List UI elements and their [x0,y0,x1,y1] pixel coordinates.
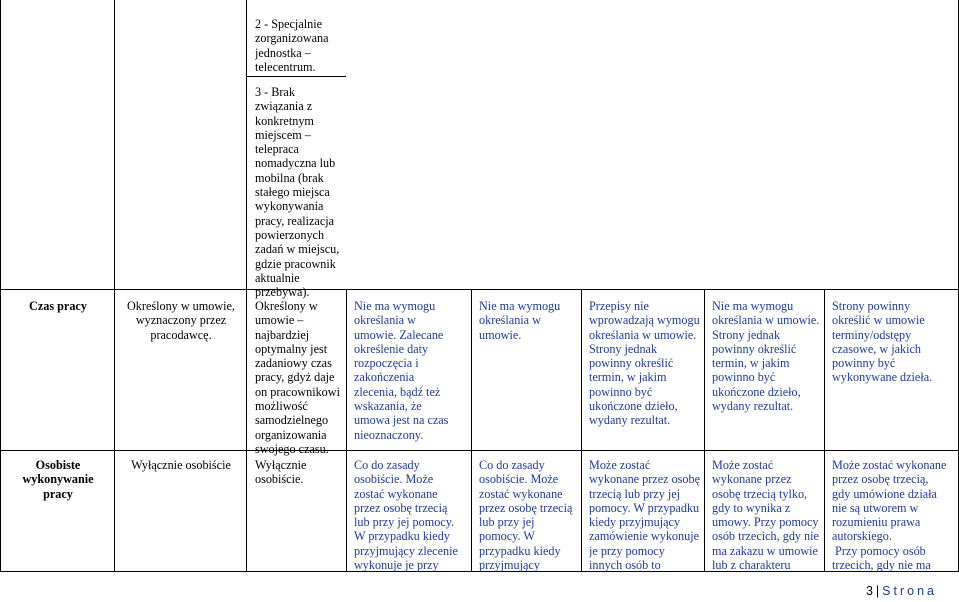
cell-working-time-col1: Określony w umowie, wyznaczony przez pracodawcę. [127,299,235,342]
row-header-personal-performance: Osobiste wykonywanie pracy [22,458,94,501]
cell-working-time-col5: Przepisy nie wprowadzają wymogu określania w umowie. Strony jednak powinny określić termin, w jakim powinno być ukończone dzieło, wydany rezultat. [589,299,700,428]
table-divider [471,289,472,572]
cell-working-time-col3: Nie ma wymogu określania w umowie. Zalecane określenie daty rozpoczęcia i zakończenia zlecenia, bądź też wskazania, że umowa jest na czas nieoznaczony. [354,299,449,442]
cell-personal-performance-col4: Co do zasady osobiście. Może zostać wykonane przez osobę trzecią lub przy jej pomocy. W przypadku kiedy przyjmujący [479,458,573,573]
page-number: 3 [865,584,873,598]
page-footer [866,584,937,598]
table-divider [246,0,247,572]
cell-personal-performance-col6: Może zostać wykonane przez osobę trzecią tylko, gdy to wynika z umowy. Przy pomocy osób trzecich, gdy nie ma zakazu w umowie lub z charakteru [712,458,819,573]
cell-personal-performance-col7: Może zostać wykonane przez osobę trzecią, gdy umówione działa nie są utworem w rozumieniu prawa autorskiego. Przy pomocy osób trzecich, gdy nie ma [832,458,947,573]
cell-working-time-col6: Nie ma wymogu określania w umowie. Strony jednak powinny określić termin, w jakim powinno być ukończone dzieło, wydany rezultat. [712,299,820,414]
footer-separator: | [875,584,880,598]
table-divider [824,289,825,572]
table-divider [704,289,705,572]
table-divider [581,289,582,572]
cell-telework-location-2: 2 - Specjalnie zorganizowana jednostka – telecentrum. [255,17,329,74]
cell-personal-performance-col5: Może zostać wykonane przez osobę trzecią lub przy jej pomocy. W przypadku kiedy przyjmujący zamówienie wykonuje je przy pomocy innych osób to [589,458,700,573]
cell-personal-performance-col2: Wyłącznie osobiście. [255,458,307,487]
table-divider [1,450,959,451]
cell-working-time-col4: Nie ma wymogu określania w umowie. [479,299,561,342]
cell-personal-performance-col1: Wyłącznie osobiście [131,458,231,472]
cell-telework-location-3: 3 - Brak związania z konkretnym miejscem – telepraca nomadyczna lub mobilna (brak stałego miejsca wykonywania pracy, realizacja powierzonych zadań w miejscu, gdzie pracownik aktualnie przebywa). [255,85,340,300]
cell-personal-performance-col3: Co do zasady osobiście. Może zostać wykonane przez osobę trzecią lub przy jej pomocy. W przypadku kiedy przyjmujący zlecenie wykonuje je przy [354,458,458,573]
cell-working-time-col7: Strony powinny określić w umowie terminy/odstępy czasowe, w jakich powinny być wykonywane dzieła. [832,299,933,385]
table-divider [246,76,346,77]
table-divider [114,0,115,572]
row-header-working-time: Czas pracy [29,299,87,313]
page-label: Strona [882,584,937,598]
table-divider [1,289,959,290]
cell-working-time-col2: Określony w umowie – najbardziej optymalny jest zadaniowy czas pracy, gdyż daje on pracownikowi możliwość samodzielnego organizowania swojego czasu. [255,299,340,456]
